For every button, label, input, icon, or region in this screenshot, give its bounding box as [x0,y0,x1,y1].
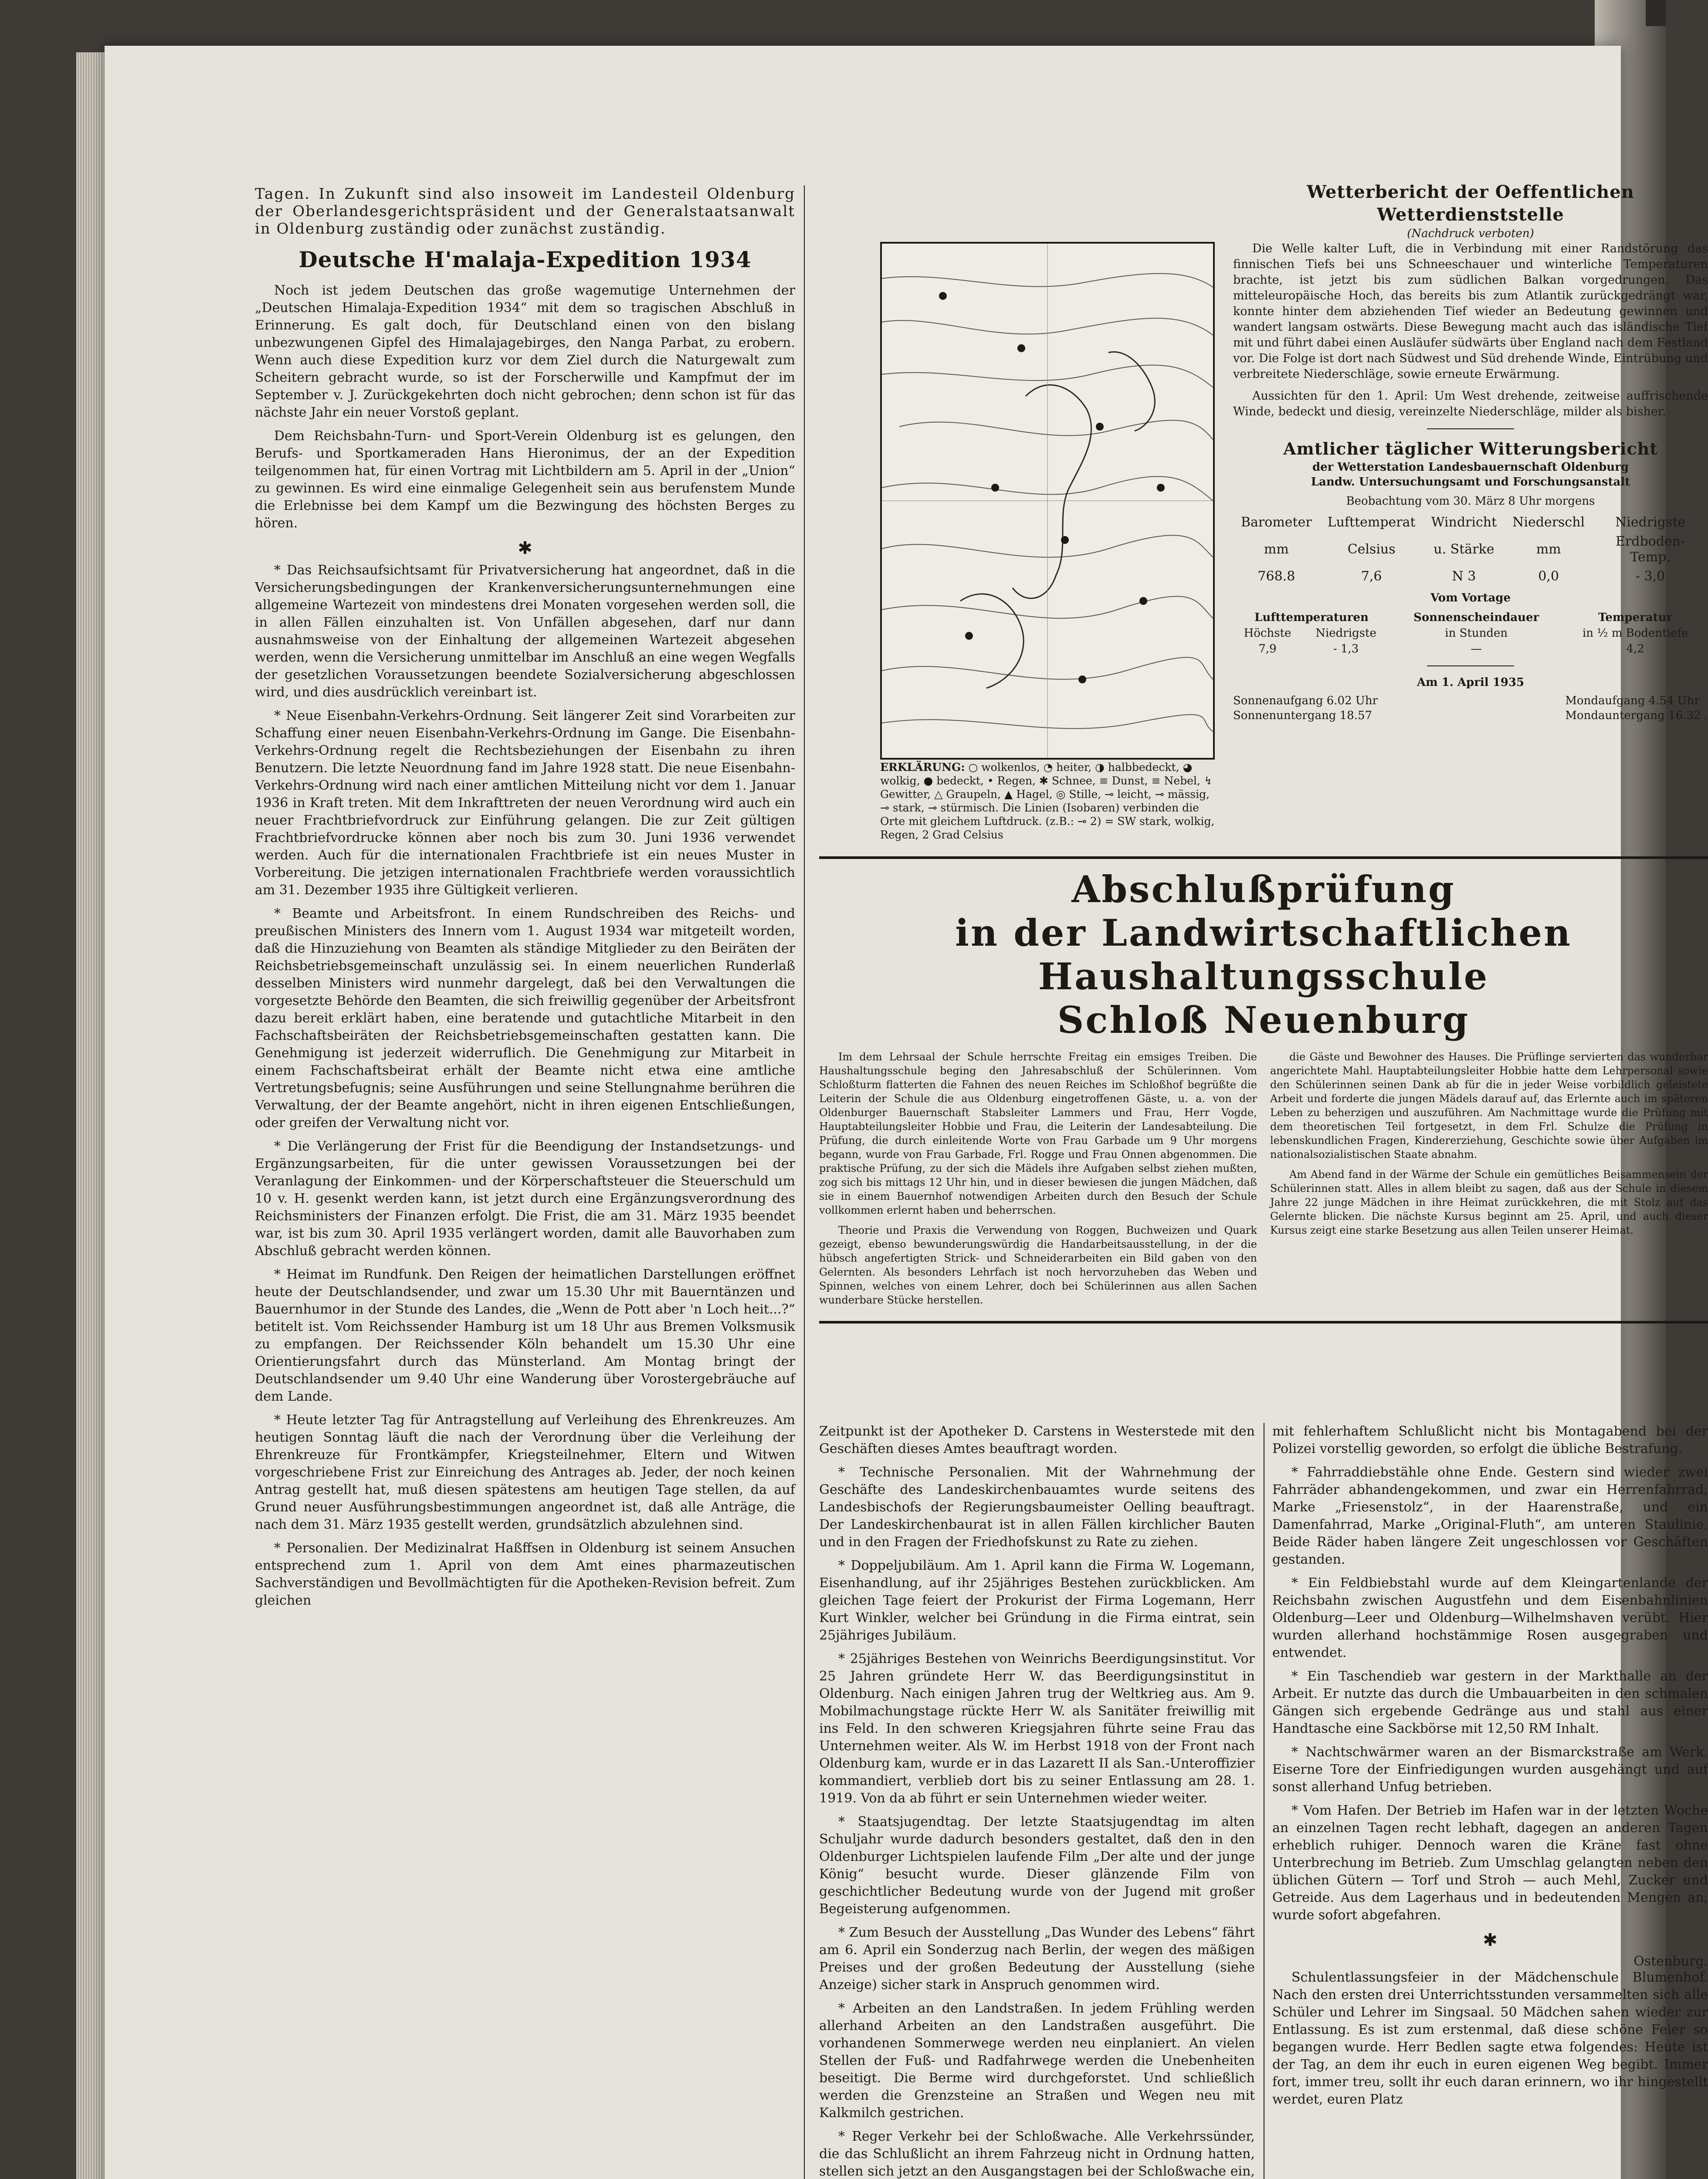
divider [1427,665,1514,666]
previous-day-label: Vom Vortage [1430,591,1511,604]
table-header: Niedrigste [1315,627,1376,640]
legend-text: ○ wolkenlos, ◔ heiter, ◑ halbbedeckt, ◕ wolkig, ● bedeckt, • Regen, ✱ Schnee, ≡ Dunst, ≡ Nebel, ↯ Gewitter, △ Graupeln, ▲ Hagel, ◎ Stille, ⊸ leicht, ⊸ mässig, ⊸ stark, ⊸ stürmisch. Die Linien (Isobaren) verbinden die Orte mit gleichem Luftdruck. (z.B.: ⊸ 2) = SW stark, wolkig, Regen, 2 Grad Celsius [880,761,1215,841]
separator-star-icon: ✱ [518,538,532,558]
weather-table-2 [1233,610,1708,657]
exam-paragraph: Theorie und Praxis die Verwendung von Roggen, Buchweizen und Quark gezeigt, ebenso bewunderungswürdig die Handarbeitsausstellung, in der die hübsch angefertigten Strick- und Schneiderarbeiten ein Bild gaben von den Gelernten. Als besonders Lehrfach ist noch hervorzuheben das Weben und Spinnen, welches von einem Lehrer, doch bei Schülerinnen aus allen Sachen wunderbare Stücke herstellen. [819,1224,1257,1306]
newspaper-page [105,46,1708,2179]
table-header: Niederschl [1512,515,1585,530]
exam-article [819,856,1708,1324]
table-header: Barometer [1241,515,1312,530]
article-paragraph: * Technische Personalien. Mit der Wahrnehmung der Geschäfte des Landeskirchenbauamtes wurde seitens des Landesbischofs der Regierungsbaumeister Oelling beauftragt. Der Landeskirchenbaurat ist in allen Fällen kirchlicher Bauten und in den Fragen der Friedhofskunst zu Rate zu ziehen. [819,1465,1255,1550]
article-paragraph: * Heimat im Rundfunk. Den Reigen der heimatlichen Darstellungen eröffnet heute der Deutschlandsender, und zwar um 15.30 Uhr mit Bauerntänzen und Bauernhumor in der Stunde des Landes, die „Wenn de Pott aber 'n Loch heit...?“ betitelt ist. Vom Reichssender Hamburg ist um 18 Uhr aus Bremen Volksmusik zu empfangen. Der Reichssender Köln behandelt um 15.30 Uhr eine Orientierungsfahrt durch das Münsterland. Am Montag bringt der Deutschlandsender um 9.40 Uhr eine Wanderung über Vorostergebräuche auf dem Lande. [255,1267,795,1404]
table-cell: - 3,0 [1635,569,1665,584]
article-paragraph: * Ein Feldbiebstahl wurde auf dem Kleingartenlande der Reichsbahn zwischen Augustfehn und dem Eisenbahnlinien Oldenburg—Leer und Oldenburg—Wilhelmshaven verübt. Hier wurden allerhand hochstämmige Rosen ausgegraben und entwendet. [1272,1575,1708,1660]
article-paragraph: Schulentlassungsfeier in der Mädchenschule Blumenhof. Nach den ersten drei Unterrichtsstunden versammelten sich alle Schüler und Lehrer im Singsaal. 50 Mädchen sahen wieder zur Entlassung. Es ist zum erstenmal, daß diese schöne Feier so begangen wurde. Herr Bedlen sagte etwa folgendes: Heute ist der Tag, an dem ihr euch in euren eigenen Weg begibt. Immer fort, immer treu, sollt ihr euch daran erinnern, wo ihr hingestellt werdet, euren Platz [1272,1970,1708,2107]
article-paragraph: Dem Reichsbahn-Turn- und Sport-Verein Oldenburg ist es gelungen, den Berufs- und Sportkameraden Hans Hieronimus, der an der Expedition teilgenommen hat, für einen Vortrag mit Lichtbildern am 5. April in der „Union“ zu gewinnen. Es wird eine einmalige Gelegenheit sein aus berufenstem Munde die Erlebnisse bei dem Kampf um die Bezwingung des höchsten Berges zu hören. [255,428,795,531]
weather-outlook: Aussichten für den 1. April: Um West drehende, zeitweise auffrischende Winde, bedeckt und diesig, vereinzelte Niederschläge, milder als bisher. [1233,389,1708,418]
table-header: Temperatur [1598,611,1673,624]
divider [1427,428,1514,429]
article-paragraph: * Arbeiten an den Landstraßen. In jedem Frühling werden allerhand Arbeiten an den Landstraßen ausgeführt. Die vorhandenen Sommerwege werden neu einplaniert. An vielen Stellen der Fuß- und Radfahrwege werden die Unebenheiten beseitigt. Die Berme wird durchgeforstet. Und schließlich werden die Grenzsteine an Straßen und Wegen neu mit Kalkmilch gestrichen. [819,2001,1255,2121]
article-paragraph: * Heute letzter Tag für Antragstellung auf Verleihung des Ehrenkreuzes. Am heutigen Sonntag läuft die nach der Verordnung über die Verleihung der Ehrenkreuze für Frontkämpfer, Kriegsteilnehmer, Eltern und Witwen vorgeschriebene Frist zur Einreichung des Antrages ab. Jeder, der noch keinen Antrag gestellt hat, muß diesen spätestens am heutigen Tage stellen, da auf Grund neuer Ausführungsbestimmungen angeordnet ist, daß alle Anträge, die nach dem 31. März 1935 gestellt werden, grundsätzlich abzulehnen sind. [255,1412,795,1532]
table-cell: N 3 [1452,569,1476,584]
table-cell: 7,9 [1258,642,1277,655]
observation-time: Beobachtung vom 30. März 8 Uhr morgens [1346,495,1595,508]
article-paragraph: * 25jähriges Bestehen von Weinrichs Beerdigungsinstitut. Vor 25 Jahren gründete Herr W. das Beerdigungsinstitut in Oldenburg. Nach einigen Jahren trug der Weltkrieg aus. Am 9. Mobilmachungstage rückte Herr W. als Sanitäter freiwillig mit ins Feld. In den schweren Kriegsjahren führte seine Frau das Unternehmen weiter. Als W. im Herbst 1918 von der Front nach Oldenburg kam, wurde er in das Lazarett II als San.-Unteroffizier kommandiert, verblieb dort bis zu seiner Entlassung am 28. 1. 1919. Von da ab führt er sein Unternehmen wieder weiter. [819,1651,1255,1806]
exam-title-line3: Schloß Neuenburg [1057,998,1470,1042]
article-paragraph: * Die Verlängerung der Frist für die Beendigung der Instandsetzungs- und Ergänzungsarbeiten, für die unter gewissen Voraussetzungen bei der Veranlagung der Einkommen- und der Körperschaftsteuer die Steuerschuld um 10 v. H. gesenkt werden kann, ist jetzt durch eine Ergänzungsverordnung des Reichsministers der Finanzen erfolgt. Die Frist, die am 31. März 1935 beendet war, ist bis zum 30. April 1935 verlängert worden, damit alle Bauvorhaben zum Abschluß gebracht werden können. [255,1139,795,1259]
article-paragraph: Noch ist jedem Deutschen das große wagemutige Unternehmen der „Deutschen Himalaja-Expedition 1934“ mit dem so tragischen Abschluß in Erinnerung. Es galt doch, für Deutschland einen von den bislang unbezwungenen Gipfel des Himalajagebirges, den Nanga Parbat, zu erobern. Wenn auch diese Expedition kurz vor dem Ziel durch die Naturgewalt zum Scheitern gebracht wurde, so ist der Forscherwille und Kampfmut der im September v. J. Zurückgekehrten doch nicht gebrochen; denn schon ist für das nächste Jahr ein neuer Vorstoß geplant. [255,283,795,420]
weather-station: der Wetterstation Landesbauernschaft Oldenburg [1312,461,1629,474]
table-header: Höchste [1244,627,1291,640]
exam-paragraph: die Gäste und Bewohner des Hauses. Die Prüflinge servierten das wunderbar angerichtete Mahl. Hauptabteilungsleiter Hobbie hatte dem Lehrpersonal sowie den Schülerinnen seinen Dank ab für die in jeder Weise vorbildlich geleistete Arbeit und forderte die jungen Mädels darauf auf, das Erlernte auch im späteren Leben zu beherzigen und auszuführen. Am Nachmittage wurde die Prüfung mit dem theoretischen Teil fortgesetzt, in dem Frl. Schulze die Prüfung in lebenskundlichen Fragen, Kindererziehung, Geschichte sowie über Aufgaben im nationalsozialistischen Staate abnahm. [1270,1051,1708,1161]
sunset: Sonnenuntergang 18.57 [1233,709,1372,722]
sunrise: Sonnenaufgang 6.02 Uhr [1233,694,1378,707]
intro-paragraph: Tagen. In Zukunft sind also insoweit im Landesteil Oldenburg der Oberlandesgerichtspräsident und der Generalstaatsanwalt in Oldenburg zuständig oder zunächst zuständig. [255,185,795,238]
table-header: in ½ m Bodentiefe [1582,627,1688,640]
article-paragraph: * Vom Hafen. Der Betrieb im Hafen war in der letzten Woche an einzelnen Tagen recht lebhaft, dagegen an anderen Tagen erheblich ruhiger. Dennoch waren die Kräne fast ohne Unterbrechung im Betrieb. Zum Umschlag gelangten neben den üblichen Gütern — Torf und Stroh — auch Mehl, Zucker und Getreide. Aus dem Lagerhaus und in bedeutenden Mengen an, wurde sofort abgefahren. [1272,1803,1708,1923]
exam-title-line2: in der Landwirtschaftlichen Haushaltungsschule [955,911,1572,998]
weather-subtitle: (Nachdruck verboten) [1407,227,1534,240]
rule [819,856,1708,859]
weather-title: Wetterbericht der Oeffentlichen Wetterdienststelle [1307,182,1634,225]
article-paragraph: Zeitpunkt ist der Apotheker D. Carstens in Westerstede mit den Geschäften dieses Amtes beauftragt worden. [819,1424,1255,1456]
right-column [1272,1423,1708,2179]
article-paragraph: * Beamte und Arbeitsfront. In einem Rundschreiben des Reichs- und preußischen Ministers des Innern vom 1. August 1934 war mitgeteilt worden, daß die Hinzuziehung von Beamten als ständige Mitglieder zu den Beiräten der Reichsbetriebsgemeinschaft unzulässig sei. In einem neuerlichen Runderlaß desselben Ministers wird nunmehr dargelegt, daß bei den Verwaltungen die vorgesetzte Behörde den Beamten, die sich freiwillig gegenüber der Arbeitsfront dazu bereit erklärt haben, eine beratende und gutachtliche Mitarbeit in den Fachschaftsbeiräten der Reichsbetriebsgemeinschaften gestatten kann. Die Genehmigung ist jederzeit widerruflich. Die Genehmigung zur Mitarbeit in einem Fachschaftsbeirat erhält der Beamte nicht etwa eine amtliche Vertretungsbefugnis; seine Ausführungen und seine Stellungnahme berühren die Verwaltung, der der Beamte angehört, nicht in ihren eigenen Entschließungen, oder greifen der Verwaltung nicht vor. [255,906,795,1130]
exam-paragraph: Im dem Lehrsaal der Schule herrschte Freitag ein emsiges Treiben. Die Haushaltungsschule beging den Jahresabschluß der Schülerinnen. Vom Schloßturm flatterten die Fahnen des neuen Reiches im Schloßhof begrüßte die Leiterin der Schule die aus Oldenburg eingetroffenen Gäste, u. a. von der Oldenburger Bauernschaft Stabsleiter Lammers und Frau, Herr Vogde, Hauptabteilungsleiter Hobbie und Frau, die Leiterin der Landesabteilung. Die Prüfung, die durch einleitende Worte von Frau Garbade um 9 Uhr morgens begann, wurde von Frau Garbade, Frl. Rogge und Frau Onnen abgenommen. Die praktische Prüfung, zu der sich die Mädels ihre Aufgaben selbst ziehen mußten, zog sich bis mittags 12 Uhr hin, und in dieser bewiesen die jungen Mädchen, daß sie in einem Bauernhof notwendigen Arbeiten durch den Besuch der Schule vollkommen erlernt haben und beherrschen. [819,1051,1257,1216]
article-paragraph: * Ein Taschendieb war gestern in der Markthalle an der Arbeit. Er nutzte das durch die Umbauarbeiten in den schmalen Gängen sich ergebende Gedränge aus und stahl aus einer Handtasche eine Sackbörse mit 12,50 RM Inhalt. [1272,1669,1708,1736]
table-cell: 0,0 [1538,569,1559,584]
almanac-date: Am 1. April 1935 [1417,676,1525,689]
weather-map [880,242,1215,760]
isobar-map-icon [882,244,1213,758]
article-paragraph: * Nachtschwärmer waren an der Bismarckstraße am Werk. Eiserne Tore der Einfriedigungen wurden ausgehängt und auf sonst allerhand Unfug betrieben. [1272,1745,1708,1795]
weather-report [1233,181,1708,861]
table-header: Windricht [1431,515,1497,530]
table-header: mm [1536,542,1561,557]
legend-title: ERKLÄRUNG: [880,761,965,774]
himalaya-heading: Deutsche H'malaja-Expedition 1934 [298,247,752,272]
table-cell: 4,2 [1626,642,1644,655]
table-header: u. Stärke [1434,542,1494,557]
exam-paragraph: Am Abend fand in der Wärme der Schule ein gemütliches Beisammensein der Schülerinnen statt. Alles in allem bleibt zu sagen, daß aus der Schule in diesem Jahre 22 junge Mädchen in ihre Heimat zurückkehren, die mit Stolz auf das Gelernte blicken. Die nächste Kursus beginnt am 25. April, und auch dieser Kursus zeigt eine starke Besetzung aus allen Teilen unserer Heimat. [1270,1168,1708,1236]
weather-paragraph: Die Welle kalter Luft, die in Verbindung mit einer Randstörung das finnischen Tiefs bei uns Schneeschauer und winterliche Temperaturen brachte, ist jetzt bis zum südlichen Balkan vorgedrungen. Das mitteleuropäische Hoch, das bereits bis zum Atlantik zurückgedrängt war, konnte hinter dem abziehenden Tief wieder an Bedeutung gewinnen und wandert langsam ostwärts. Diese Bewegung macht auch das isländische Tief mit und führt dabei einen Ausläufer südwärts über England nach dem Festland vor. Die Folge ist dort nach Südwest und Süd drehende Winde, Eintrübung und verbreitete Niederschläge, sowie erneute Erwärmung. [1233,242,1708,381]
table-cell: 768.8 [1257,569,1295,584]
weather-title-2: Amtlicher täglicher Witterungsbericht [1283,439,1658,458]
article-paragraph: * Personalien. Der Medizinalrat Haßffsen in Oldenburg ist seinem Ansuchen entsprechend zum 1. April von dem Amt eines pharmazeutischen Sachverständigen und Bevollmächtigten für die Apotheken-Revision befreit. Zum gleichen [255,1541,795,1608]
exam-title-line1: Abschlußprüfung [1071,868,1456,911]
corner-tab [1646,0,1666,26]
weather-table [1233,513,1708,586]
table-cell: 7,6 [1361,569,1382,584]
article-paragraph: * Neue Eisenbahn-Verkehrs-Ordnung. Seit längerer Zeit sind Vorarbeiten zur Schaffung einer neuen Eisenbahn-Verkehrs-Ordnung im Gange. Die Eisenbahn-Verkehrs-Ordnung regelt die Rechtsbeziehungen der Eisenbahn zu ihren Benutzern. Die letzte Neuordnung fand im Jahre 1928 statt. Die neue Eisenbahn-Verkehrs-Ordnung wird nach einer amtlichen Mitteilung nicht vor dem 1. Januar 1936 in Kraft treten. Mit dem Inkrafttreten der neuen Verordnung wird auch ein neuer Frachtbriefvordruck zur Einführung gelangen. Die zur Zeit gültigen Frachtbriefvordrucke können aber noch bis zum 30. Juni 1936 verwendet werden. Auch für die internationalen Frachtbriefe ist ein neues Muster in Vorbereitung. Die jetzigen internationalen Frachtbriefe werden voraussichtlich am 31. Dezember 1935 ihre Gültigkeit verlieren. [255,708,795,898]
exam-body [819,1050,1708,1313]
table-header: Celsius [1347,542,1396,557]
article-paragraph: * Reger Verkehr bei der Schloßwache. Alle Verkehrssünder, die das Schlußlicht an ihrem Fahrzeug nicht in Ordnung hatten, stellen sich jetzt an den Ausgangstagen bei der Schloßwache ein, [819,2129,1255,2179]
locality-label: Ostenburg. [1633,1954,1708,1969]
article-paragraph: * Doppeljubiläum. Am 1. April kann die Firma W. Logemann, Eisenhandlung, auf ihr 25jähriges Bestehen zurückblicken. Am gleichen Tage feiert der Prokurist der Firma Logemann, Herr Kurt Winkler, welcher bei Gründung in die Firma eintrat, sein 25jähriges Jubiläum. [819,1558,1255,1643]
table-cell: - 1,3 [1333,642,1359,655]
table-header: Lufttemperaturen [1254,611,1369,624]
table-cell: — [1471,642,1482,655]
article-paragraph: * Das Reichsaufsichtsamt für Privatversicherung hat angeordnet, daß in die Versicherungsbedingungen der Krankenversicherungsunternehmungen eine allgemeine Wartezeit von mindestens drei Monaten vorgesehen werden soll, die in allen Fällen einzuhalten ist. Von Unfällen abgesehen, darf nur dann ausnahmsweise von der Einhaltung der allgemeinen Wartezeit abgesehen werden, wenn die Versicherung unmittelbar im Anschluß an eine wegen Wegfalls der gesetzlichen Voraussetzungen beendete Sozialversicherung abgeschlossen wird, und dies ausdrücklich vereinbart ist. [255,563,795,700]
left-column [255,185,795,2179]
article-paragraph: mit fehlerhaftem Schlußlicht nicht bis Montagabend bei der Polizei vorstellig geworden, so erfolgt die übliche Bestrafung. [1272,1424,1708,1456]
moonrise: Mondaufgang 4.54 Uhr [1565,694,1700,707]
weather-institute: Landw. Untersuchungsamt und Forschungsanstalt [1311,475,1630,489]
weather-map-block [828,185,1216,848]
map-legend [880,760,1216,842]
table-header: Niedrigste [1615,515,1686,530]
separator-star-icon: ✱ [1483,1930,1498,1950]
table-header: mm [1264,542,1289,557]
book-page-edges [76,52,107,2179]
article-paragraph: * Zum Besuch der Ausstellung „Das Wunder des Lebens“ fährt am 6. April ein Sonderzug nach Berlin, der wegen des mäßigen Preises und der großen Bedeutung der Ausstellung (siehe Anzeige) sicher stark in Anspruch genommen wird. [819,1925,1255,1992]
moonset: Mondauntergang 16.32 . [1565,709,1708,722]
column-divider [804,185,805,2179]
article-paragraph: * Staatsjugendtag. Der letzte Staatsjugendtag im alten Schuljahr wurde dadurch besonders gestaltet, daß den in den Oldenburger Lichtspielen laufende Film „Der alte und der junge König“ besucht wurde. Dieser glänzende Film von geschichtlicher Bedeutung wurde von der Jugend mit großer Begeisterung aufgenommen. [819,1814,1255,1917]
table-header: in Stunden [1445,627,1508,640]
article-paragraph: * Fahrraddiebstähle ohne Ende. Gestern sind wieder zwei Fahrräder abhandengekommen, und zwar ein Herrenfahrrad, Marke „Friesenstolz“, in der Haarenstraße, und ein Damenfahrrad, Marke „Original-Fluth“, am unteren Staulinie. Beide Räder haben längere Zeit ungeschlossen vor Geschäften gestanden. [1272,1465,1708,1567]
rule [819,1321,1708,1324]
table-header: Lufttemperat [1327,515,1416,530]
almanac-row [1233,693,1708,723]
table-header: Erdboden-Temp. [1616,534,1685,565]
table-header: Sonnenscheindauer [1413,611,1539,624]
middle-column [819,1423,1255,2179]
